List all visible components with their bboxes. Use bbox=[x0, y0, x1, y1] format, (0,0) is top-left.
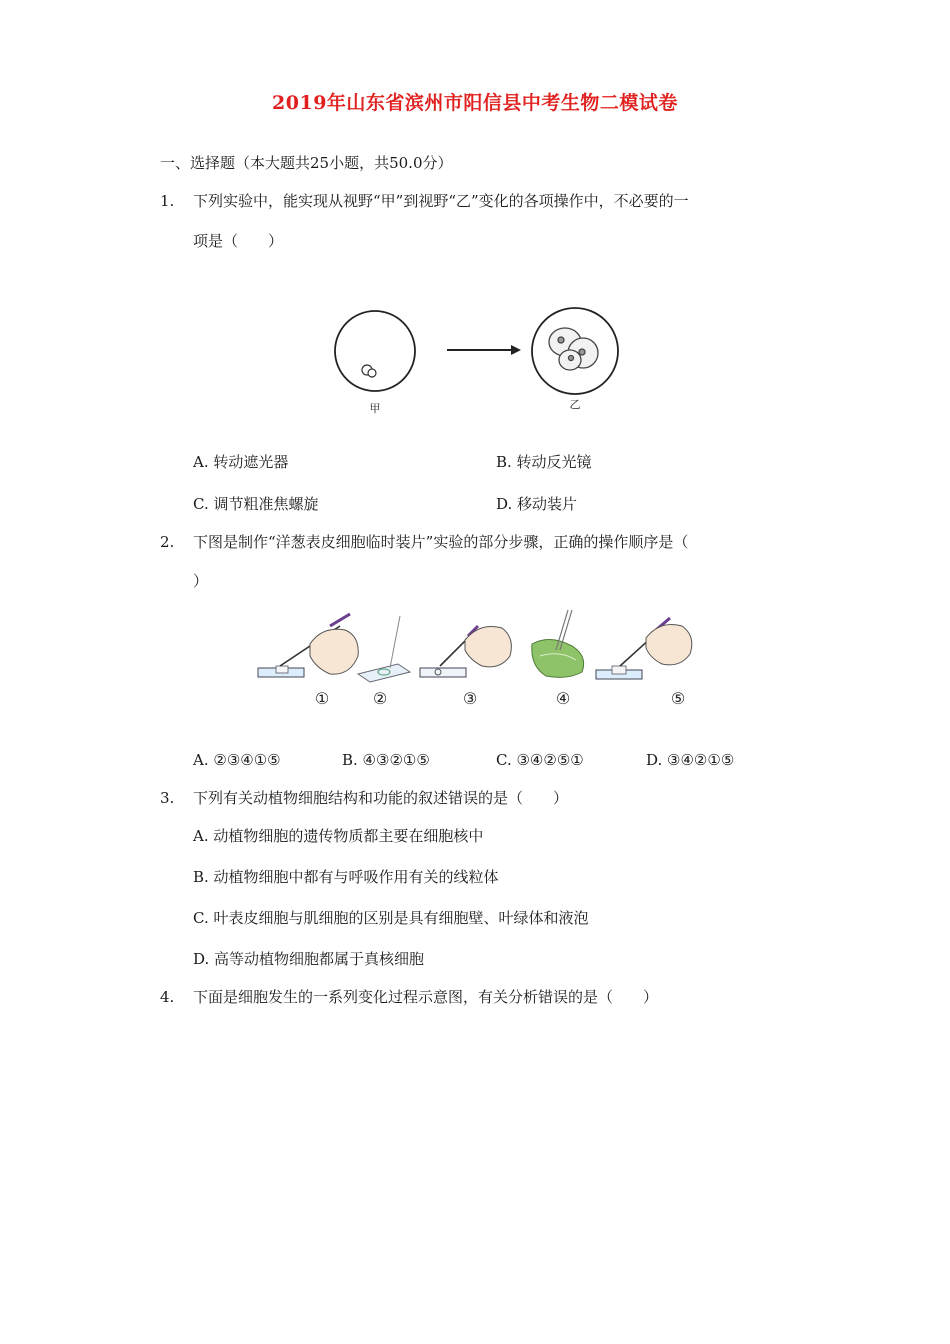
exam-title: 2019年山东省滨州市阳信县中考生物二模试卷 bbox=[272, 92, 678, 114]
step-1-illustration bbox=[258, 614, 358, 677]
step-5-illustration bbox=[596, 618, 692, 679]
step-4-label: ④ bbox=[555, 689, 571, 708]
option-b[interactable]: B. 动植物细胞中都有与呼吸作用有关的线粒体 bbox=[193, 868, 499, 886]
option-b[interactable]: B. 转动反光镜 bbox=[496, 453, 592, 471]
field-jia-label: 甲 bbox=[369, 402, 381, 415]
step-3-label: ③ bbox=[462, 689, 478, 708]
slide-preparation-figure bbox=[250, 604, 700, 714]
question-text-continued: 项是（ ） bbox=[193, 232, 284, 250]
option-a[interactable]: A. ②③④①⑤ bbox=[193, 751, 281, 769]
step-2-label: ② bbox=[372, 689, 388, 708]
step-5-label: ⑤ bbox=[670, 689, 686, 708]
arrow-head bbox=[511, 345, 521, 355]
step-2-illustration bbox=[358, 616, 410, 682]
option-d[interactable]: D. 高等动植物细胞都属于真核细胞 bbox=[193, 950, 425, 968]
step-4-illustration bbox=[532, 610, 584, 677]
large-cells bbox=[549, 328, 598, 370]
microscope-field-figure bbox=[325, 300, 625, 420]
question-number: 4. bbox=[160, 988, 175, 1006]
option-c[interactable]: C. ③④②⑤① bbox=[496, 751, 584, 769]
question-text: 下面是细胞发生的一系列变化过程示意图，有关分析错误的是（ ） bbox=[193, 988, 659, 1006]
question-text: 下图是制作“洋葱表皮细胞临时装片”实验的部分步骤，正确的操作顺序是（ bbox=[193, 533, 689, 551]
question-number: 2. bbox=[160, 533, 175, 551]
question-text: 下列有关动植物细胞结构和功能的叙述错误的是（ ） bbox=[193, 789, 569, 807]
option-d[interactable]: D. 移动装片 bbox=[496, 495, 578, 513]
option-a[interactable]: A. 动植物细胞的遗传物质都主要在细胞核中 bbox=[193, 827, 484, 845]
field-jia-circle bbox=[335, 311, 415, 391]
option-b[interactable]: B. ④③②①⑤ bbox=[342, 751, 430, 769]
question-number: 3. bbox=[160, 789, 175, 807]
section-heading: 一、选择题（本大题共25小题，共50.0分） bbox=[160, 154, 453, 172]
field-yi-label: 乙 bbox=[569, 398, 581, 411]
step-1-label: ① bbox=[314, 689, 330, 708]
question-number: 1. bbox=[160, 192, 175, 210]
option-d[interactable]: D. ③④②①⑤ bbox=[646, 751, 735, 769]
option-c[interactable]: C. 叶表皮细胞与肌细胞的区别是具有细胞壁、叶绿体和液泡 bbox=[193, 909, 589, 927]
small-cells bbox=[362, 365, 376, 377]
question-text-continued: ） bbox=[193, 572, 209, 590]
option-a[interactable]: A. 转动遮光器 bbox=[193, 453, 289, 471]
question-text: 下列实验中，能实现从视野“甲”到视野“乙”变化的各项操作中，不必要的一 bbox=[193, 192, 689, 210]
option-c[interactable]: C. 调节粗准焦螺旋 bbox=[193, 495, 319, 513]
step-3-illustration bbox=[420, 626, 511, 677]
